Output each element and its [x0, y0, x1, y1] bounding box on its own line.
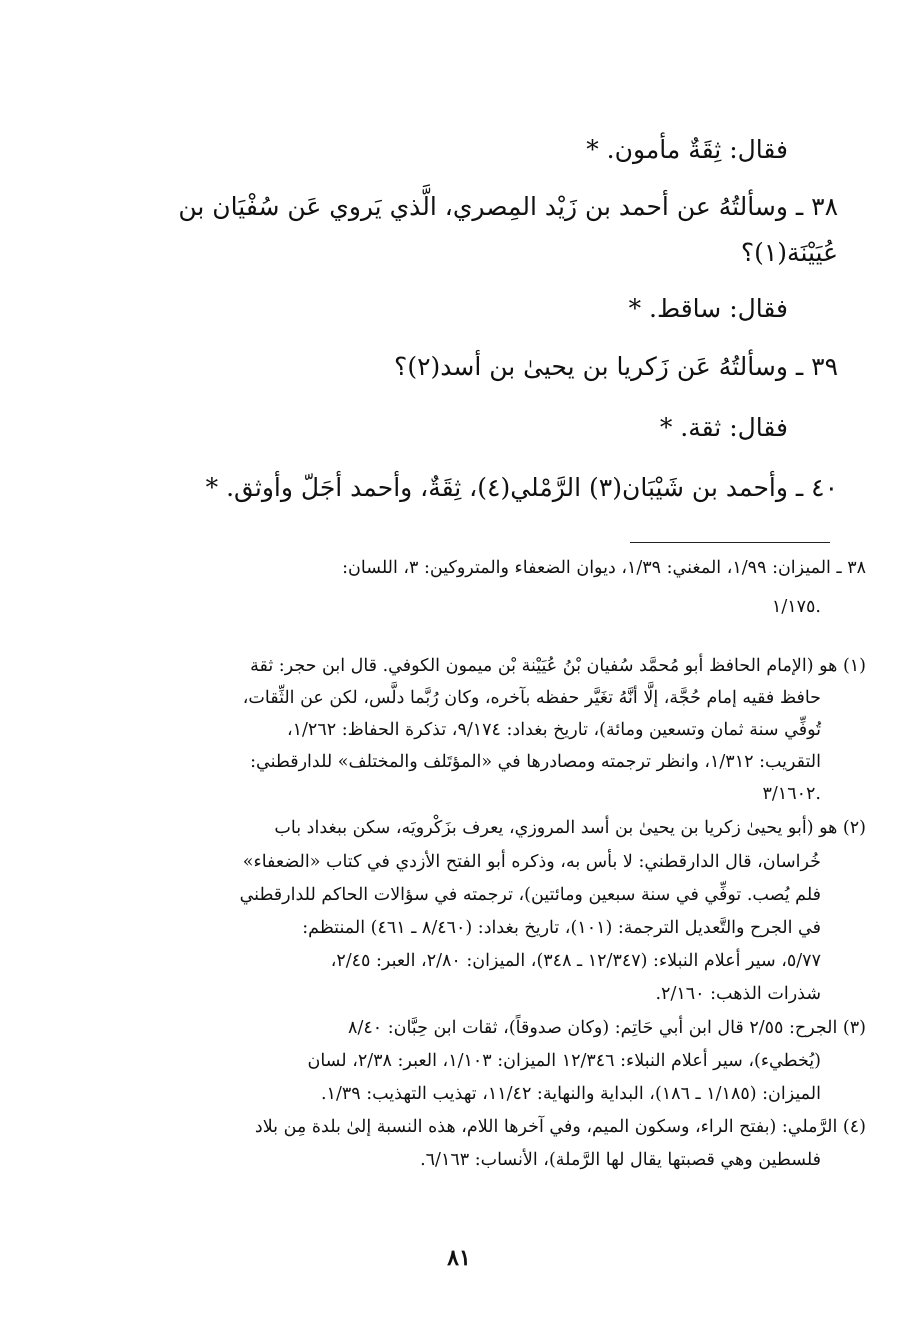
- footnote-line: في الجرح والتَّعديل الترجمة: (١٠١)، تاريخ بغداد: (٨/٤٦٠ ـ ٤٦١) المنتظم:: [302, 918, 821, 938]
- footnote-line: (٤) الرَّملي: (بفتح الراء، وسكون الميم، وفي آخرها اللام، هذه النسبة إلىٰ بلدة مِن بلاد: [254, 1117, 866, 1137]
- footnote-line: ٣٨ ـ الميزان: ١/٩٩، المغني: ١/٣٩، ديوان الضعفاء والمتروكين: ٣، اللسان:: [342, 558, 866, 578]
- footnote-line: الميزان: (١/١٨٥ ـ ١٨٦)، البداية والنهاية: ١١/٤٢، تهذيب التهذيب: ١/٣٩.: [320, 1084, 821, 1104]
- footnote-line: ١/١٧٥.: [771, 597, 821, 617]
- main-line-4: فقال: ساقط. *: [628, 294, 788, 323]
- footnote-line: (٣) الجرح: ٢/٥٥ قال ابن أبي حَاتِم: (وكان صدوقاً)، ثقات ابن حِبَّان: ٨/٤٠: [348, 1018, 866, 1038]
- footnote-separator: [630, 542, 830, 543]
- footnote-line: (١) هو (الإمام الحافظ أبو مُحمَّد سُفيان بْنُ عُيَيْنة بْن ميمون الكوفي. قال ابن حجر: ثقة: [250, 656, 866, 676]
- footnote-line: فلسطين وهي قصبتها يقال لها الرَّملة)، الأنساب: ٦/١٦٣.: [420, 1150, 821, 1170]
- footnote-line: حافظ فقيه إمام حُجَّة، إلَّا أنَّهُ تغَيَّر حفظه بآخره، وكان رُبَّما دلَّس، لكن عن الثِّقات،: [242, 688, 821, 708]
- main-line-5: ٣٩ ـ وسألتُهُ عَن زَكريا بن يحيىٰ بن أسد(٢)؟: [394, 352, 838, 381]
- footnote-line: فلم يُصب. توفِّي في سنة سبعين ومائتين)، ترجمته في سؤالات الحاكم للدارقطني: [239, 885, 821, 905]
- main-line-1: فقال: ثِقَةٌ مأمون. *: [586, 135, 788, 164]
- footnote-line: شذرات الذهب: ٢/١٦٠.: [655, 984, 821, 1004]
- footnote-line: ٣/١٦٠٢.: [762, 784, 821, 804]
- footnote-line: (يُخطيء)، سير أعلام النبلاء: ١٢/٣٤٦ الميزان: ١/١٠٣، العبر: ٢/٣٨، لسان: [307, 1051, 821, 1071]
- footnote-line: (٢) هو (أبو يحيىٰ زكريا بن يحيىٰ بن أسد المروزي، يعرف بزَكْرويَه، سكن ببغداد باب: [274, 818, 866, 838]
- main-line-2: ٣٨ ـ وسألتُهُ عن أحمد بن زَيْد المِصري، الَّذي يَروي عَن سُفْيَان بن: [178, 192, 838, 221]
- main-line-7: ٤٠ ـ وأحمد بن شَيْبَان(٣) الرَّمْلي(٤)، ثِقَةٌ، وأحمد أجَلّ وأوثق. *: [205, 473, 838, 502]
- main-line-6: فقال: ثقة. *: [659, 413, 788, 442]
- footnote-line: خُراسان، قال الدارقطني: لا بأس به، وذكره أبو الفتح الأزدي في كتاب «الضعفاء»: [242, 852, 821, 872]
- footnote-line: ٥/٧٧، سير أعلام النبلاء: (١٢/٣٤٧ ـ ٣٤٨)، الميزان: ٢/٨٠، العبر: ٢/٤٥،: [330, 951, 821, 971]
- footnote-line: التقريب: ١/٣١٢، وانظر ترجمته ومصادرها في «المؤتَلف والمختلف» للدارقطني:: [250, 752, 821, 772]
- page-number: ٨١: [447, 1245, 471, 1271]
- footnote-line: تُوفِّي سنة ثمان وتسعين ومائة)، تاريخ بغداد: ٩/١٧٤، تذكرة الحفاظ: ١/٢٦٢،: [286, 720, 821, 740]
- main-line-3: عُيَيْنَة(١)؟: [740, 238, 838, 267]
